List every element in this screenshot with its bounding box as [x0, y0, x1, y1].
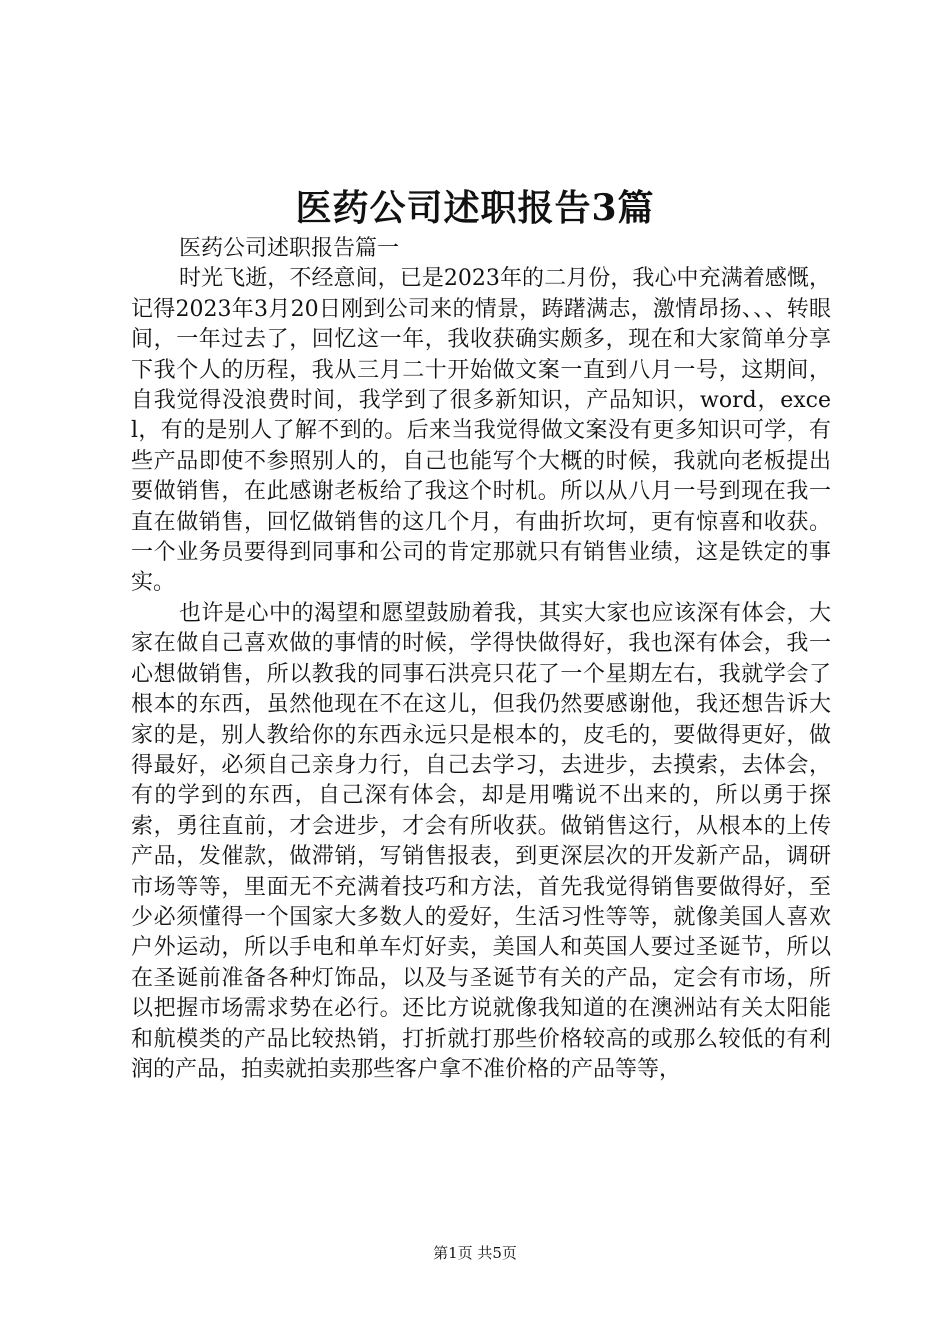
page-number-footer: 第1页 共5页 [433, 1244, 517, 1262]
paragraph: 也许是心中的渴望和愿望鼓励着我，其实大家也应该深有体会，大家在做自己喜欢做的事情的时候，学得快做得好，我也深有体会，我一心想做销售，所以教我的同事石洪亮只花了一个星期左右，我就学会了根本的东西，虽然他现在不在这儿，但我仍然要感谢他，我还想告诉大家的是，别人教给你的东西永远只是根本的，皮毛的，要做得更好，做得最好，必须自己亲身力行，自己去学习，去进步，去摸索，去体会，有的学到的东西，自己深有体会，却是用嘴说不出来的，所以勇于探索，勇往直前，才会进步，才会有所收获。做销售这行，从根本的上传产品，发催款，做滞销，写销售报表，到更深层次的开发新产品，调研市场等等，里面无不充满着技巧和方法，首先我觉得销售要做得好，至少必须懂得一个国家大多数人的爱好，生活习性等等，就像美国人喜欢户外运动，所以手电和单车灯好卖，美国人和英国人要过圣诞节，所以在圣诞前准备各种灯饰品，以及与圣诞节有关的产品，定会有市场，所以把握市场需求势在必行。还比方说就像我知道的在澳洲站有关太阳能和航模类的产品比较热销，打折就打那些价格较高的或那么较低的有利润的产品，拍卖就拍卖那些客户拿不准价格的产品等等， [131, 600, 831, 1082]
section-heading: 医药公司述职报告篇一 [179, 236, 400, 261]
document-body [131, 234, 831, 1085]
paragraph: 时光飞逝，不经意间，已是2023年的二月份，我心中充满着感慨，记得2023年3月20日刚到公司来的情景，踌躇满志，激情昂扬、、、转眼间，一年过去了，回忆这一年，我收获确实颇多，现在和大家简单分享下我个人的历程，我从三月二十开始做文案一直到八月一号，这期间，自我觉得没浪费时间，我学到了很多新知识，产品知识，word，excel，有的是别人了解不到的。后来当我觉得做文案没有更多知识可学，有些产品即使不参照别人的，自己也能写个大概的时候，我就向老板提出要做销售，在此感谢老板给了我这个时机。所以从八月一号到现在我一直在做销售，回忆做销售的这几个月，有曲折坎坷，更有惊喜和收获。一个业务员要得到同事和公司的肯定那就只有销售业绩，这是铁定的事实。 [131, 266, 831, 596]
document-title: 医药公司述职报告3篇 [295, 187, 655, 229]
